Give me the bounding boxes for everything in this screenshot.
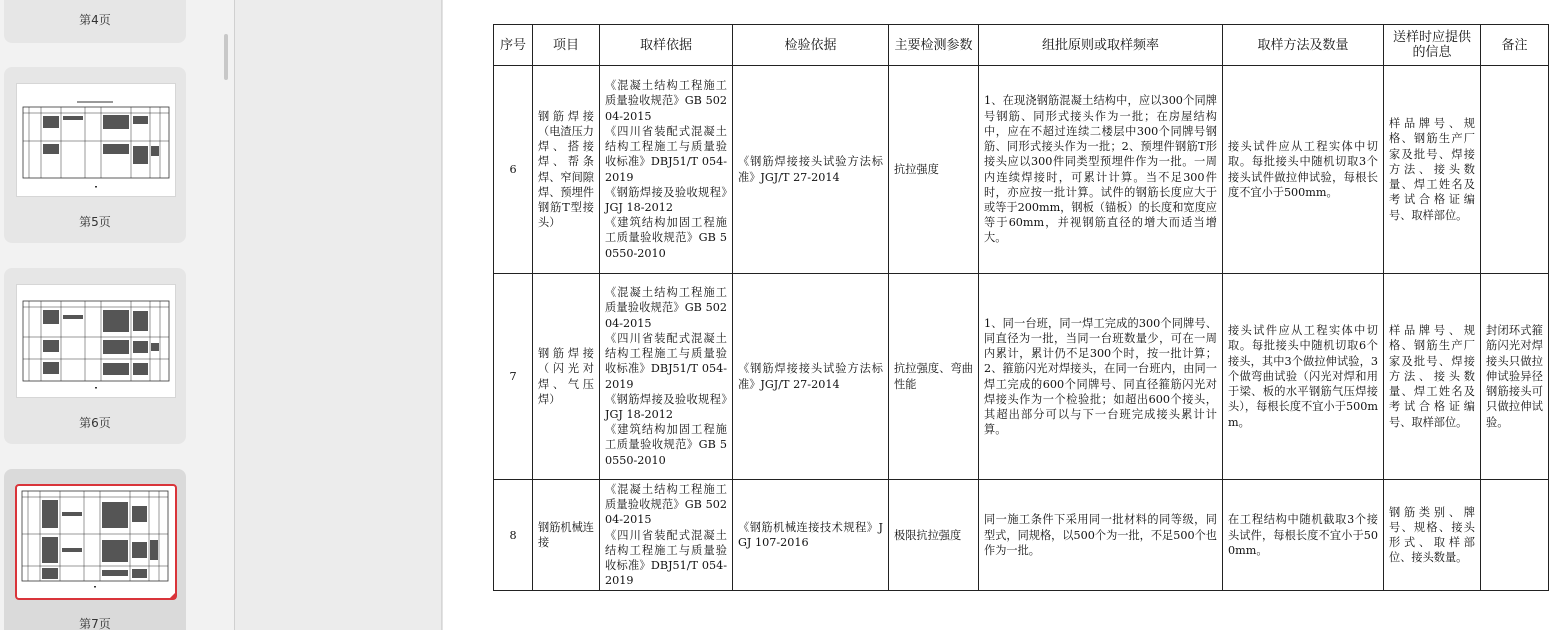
header-cell: 取样依据 [600,25,733,66]
page-thumbnail-label: 第5页 [79,215,111,229]
table-header-row [494,25,1549,66]
row-number: 6 [494,66,533,274]
standard-reference: 《建筑结构加固工程施工质量验收规范》GB 50550-2010 [605,423,727,467]
method-cell: 接头试件应从工程实体中切取。每批接头中随机切取3个接头试件做拉伸试验，每根长度不宜小于500mm。 [1223,66,1384,274]
sampling-basis-cell [600,66,733,274]
header-cell: 备注 [1481,25,1549,66]
page-thumbnail-image [16,83,176,197]
mini-page-preview [17,84,175,196]
params-cell: 抗拉强度、弯曲性能 [889,274,979,480]
standard-reference: 《混凝土结构工程施工质量验收规范》GB 50204-2015 [605,483,727,527]
remark-cell: 封闭环式箍筋闪光对焊接头只做拉伸试验异径钢筋接头可只做拉伸试验。 [1481,274,1549,480]
table-row [494,66,1549,274]
table-row [494,274,1549,480]
params-cell: 极限抗拉强度 [889,480,979,591]
standard-reference: 《混凝土结构工程施工质量验收规范》GB 50204-2015 [605,79,727,123]
viewer-gutter [234,0,442,630]
mini-page-preview [17,285,175,397]
item-cell: 钢筋机械连接 [533,480,600,591]
document-page [443,0,1564,630]
header-cell: 送样时应提供的信息 [1384,25,1481,66]
row-number: 8 [494,480,533,591]
standard-reference: 《四川省装配式混凝土结构工程施工与质量验收标准》DBJ51/T 054-2019 [605,331,727,391]
page-thumbnail-sidebar [0,0,234,630]
sampling-standards-table [493,24,1549,591]
info-cell: 样品牌号、规格、钢筋生产厂家及批号、焊接方法、接头数量、焊工姓名及考试合格证编号、取样部位。 [1384,274,1481,480]
page-thumbnail-label: 第4页 [79,13,111,27]
page-thumbnail-6[interactable] [4,268,186,444]
page-thumbnail-image [15,484,177,600]
info-cell: 样品牌号、规格、钢筋生产厂家及批号、焊接方法、接头数量、焊工姓名及考试合格证编号、取样部位。 [1384,66,1481,274]
sidebar-scrollbar-thumb[interactable] [224,34,228,80]
standard-reference: 《四川省装配式混凝土结构工程施工与质量验收标准》DBJ51/T 054-2019 [605,528,727,588]
standard-reference: 《建筑结构加固工程施工质量验收规范》GB 50550-2010 [605,216,727,260]
params-cell: 抗拉强度 [889,66,979,274]
header-cell: 检验依据 [733,25,889,66]
sampling-basis-cell [600,480,733,591]
table-row [494,480,1549,591]
batch-rule-cell: 同一施工条件下采用同一批材料的同等级，同型式，同规格，以500个为一批，不足500个也作为一批。 [979,480,1223,591]
standard-reference: 《钢筋焊接及验收规程》JGJ 18-2012 [605,185,727,214]
sampling-basis-cell [600,274,733,480]
header-cell: 取样方法及数量 [1223,25,1384,66]
header-cell: 序号 [494,25,533,66]
remark-cell [1481,480,1549,591]
sidebar-scrollbar[interactable] [222,0,230,630]
info-cell: 钢筋类别、牌号、规格、接头形式、取样部位、接头数量。 [1384,480,1481,591]
method-cell: 接头试件应从工程实体中切取。每批接头中随机切取6个接头，其中3个做拉伸试验，3个做弯曲试验（闪光对焊和用于梁、板的水平钢筋气压焊接头），每根长度不宜小于500mm。 [1223,274,1384,480]
standard-reference: 《四川省装配式混凝土结构工程施工与质量验收标准》DBJ51/T 054-2019 [605,124,727,184]
item-cell: 钢筋焊接（电渣压力焊、搭接焊、帮条焊、窄间隙焊、预埋件钢筋T型接头） [533,66,600,274]
method-cell: 在工程结构中随机截取3个接头试件，每根长度不宜小于500mm。 [1223,480,1384,591]
page-thumbnail-image [16,284,176,398]
page-thumbnail-5[interactable] [4,67,186,243]
mini-page-preview [17,486,173,596]
test-basis-cell: 《钢筋机械连接技术规程》JGJ 107-2016 [733,480,889,591]
test-basis-cell: 《钢筋焊接接头试验方法标准》JGJ/T 27-2014 [733,274,889,480]
page-thumbnail-label: 第6页 [79,416,111,430]
remark-cell [1481,66,1549,274]
row-number: 7 [494,274,533,480]
selected-page-marker [169,592,176,599]
page-thumbnail-4[interactable] [4,0,186,43]
standard-reference: 《钢筋焊接及验收规程》JGJ 18-2012 [605,392,727,421]
test-basis-cell: 《钢筋焊接接头试验方法标准》JGJ/T 27-2014 [733,66,889,274]
header-cell: 项目 [533,25,600,66]
header-cell: 主要检测参数 [889,25,979,66]
page-thumbnail-label: 第7页 [79,617,111,630]
standard-reference: 《混凝土结构工程施工质量验收规范》GB 50204-2015 [605,286,727,330]
page-thumbnail-7[interactable] [4,469,186,630]
batch-rule-cell: 1、在现浇钢筋混凝土结构中，应以300个同牌号钢筋、同形式接头作为一批；在房屋结构中，应在不超过连续二楼层中300个同牌号钢筋、同形式接头作为一批；2、预埋件钢筋T形接头应以300件同类型预埋件作为一批。一周内连续焊接时，可累计计算。当不足300件时，亦应按一批计算。试件的钢筋长度应大于或等于200mm，钢板（锚板）的长度和宽度应等于60mm，并视钢筋直径的增大而适当增大。 [979,66,1223,274]
batch-rule-cell: 1、同一台班，同一焊工完成的300个同牌号、同直径为一批，当同一台班数量少，可在一周内累计，累计仍不足300个时，按一批计算；2、箍筋闪光对焊接头，在同一台班内，由同一焊工完成的600个同牌号、同直径箍筋闪光对焊接头作为一个检验批；如超出600个接头，其超出部分可以与下一台班完成接头累计计算。 [979,274,1223,480]
item-cell: 钢筋焊接（闪光对焊、气压焊） [533,274,600,480]
header-cell: 组批原则或取样频率 [979,25,1223,66]
